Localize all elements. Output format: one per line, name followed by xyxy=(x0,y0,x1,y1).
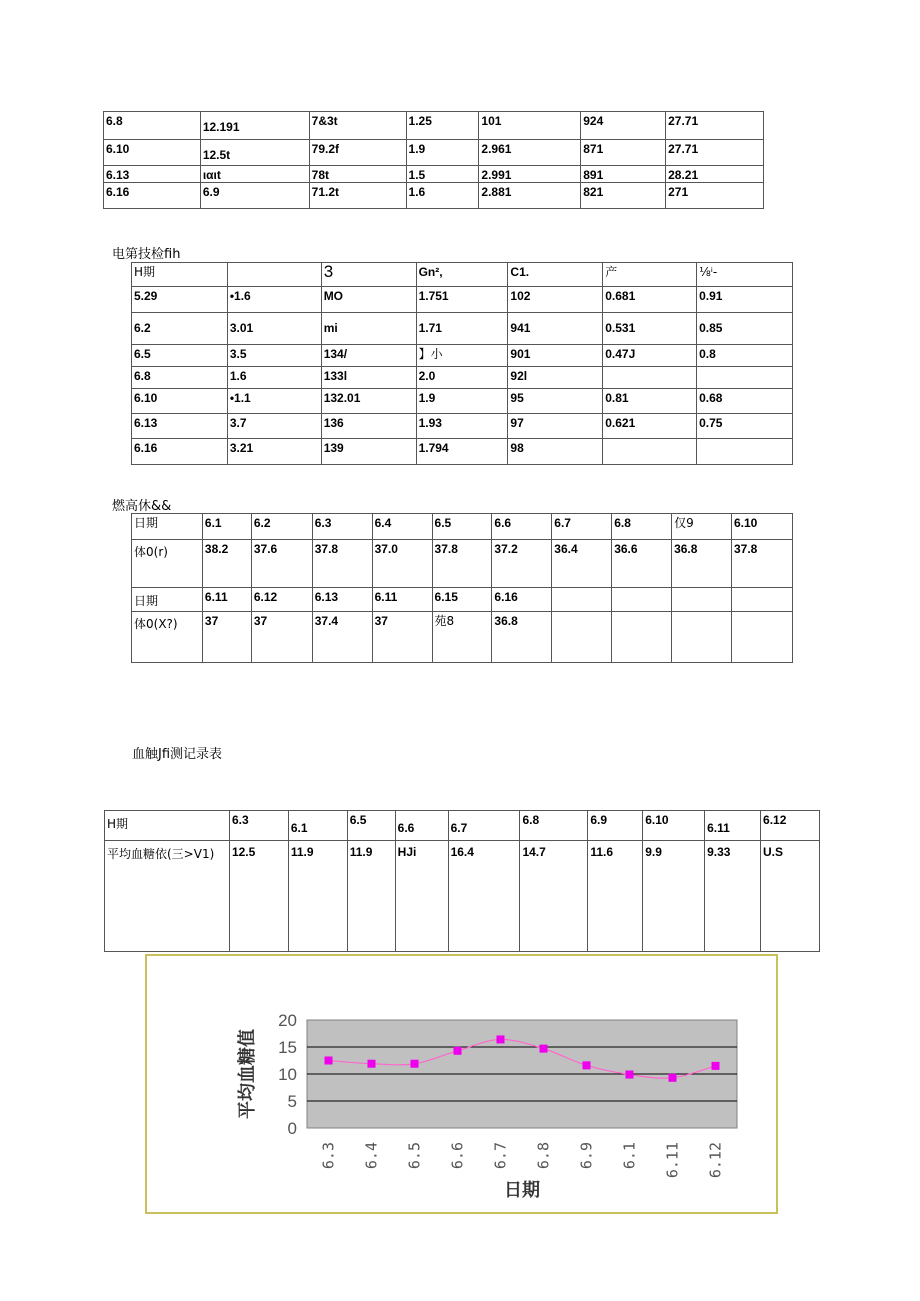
table-cell: 78t xyxy=(309,166,406,183)
table-row xyxy=(105,811,820,841)
table-row xyxy=(132,367,793,389)
x-tick-label: 6.4 xyxy=(362,1142,381,1170)
value-cell: 14.7 xyxy=(520,841,588,952)
table-row xyxy=(104,166,764,183)
table-cell xyxy=(612,588,672,612)
table-row xyxy=(132,612,793,663)
table-cell: 71.2t xyxy=(309,183,406,209)
table-cell: 133l xyxy=(321,367,416,389)
table-cell: 139 xyxy=(321,439,416,465)
table-cell: 2.881 xyxy=(479,183,581,209)
x-tick-label: 6.5 xyxy=(405,1142,424,1170)
table-cell: 0.91 xyxy=(697,287,793,313)
table-cell: 6.8 xyxy=(132,367,228,389)
row-label: 日期 xyxy=(132,514,203,540)
row-label: 日期 xyxy=(132,588,203,612)
table-row xyxy=(105,841,820,952)
date-cell: 6.3 xyxy=(229,811,288,841)
value-cell: 16.4 xyxy=(448,841,520,952)
x-tick-label: 6.3 xyxy=(319,1142,338,1170)
value-cell: U.S xyxy=(761,841,820,952)
table-cell: 821 xyxy=(581,183,666,209)
table-cell: 6.8 xyxy=(612,514,672,540)
x-axis-title: 日期 xyxy=(504,1180,540,1201)
table-cell: 6.13 xyxy=(132,414,228,439)
table-cell: 37.8 xyxy=(731,540,792,588)
table-cell: 37 xyxy=(372,612,432,663)
row-label: 平均血糖依(三>V1) xyxy=(105,841,230,952)
column-header: ⅛ⁱ- xyxy=(697,263,793,287)
data-point xyxy=(454,1047,462,1055)
x-tick-label: 6.12 xyxy=(706,1142,725,1179)
table-cell: ιαιt xyxy=(200,166,309,183)
y-axis-title: 平均血糖值 xyxy=(237,1029,258,1119)
table-cell: 2.0 xyxy=(416,367,508,389)
table-cell: 37 xyxy=(202,612,251,663)
table-cell: 6.8 xyxy=(104,112,201,140)
table-cell: 134/ xyxy=(321,345,416,367)
table-cell: 891 xyxy=(581,166,666,183)
table-cell xyxy=(603,439,697,465)
y-tick-label: 20 xyxy=(278,1011,297,1030)
table-cell: 271 xyxy=(666,183,764,209)
chart-svg xyxy=(147,956,776,1212)
data-point xyxy=(368,1060,376,1068)
column-header xyxy=(227,263,321,287)
table-cell: 27.71 xyxy=(666,140,764,166)
table-cell: 1.6 xyxy=(227,367,321,389)
table-cell: 36.4 xyxy=(552,540,612,588)
table-cell: 3.7 xyxy=(227,414,321,439)
table-cell: 0.681 xyxy=(603,287,697,313)
table-cell: 6.1 xyxy=(202,514,251,540)
table-cell: 3.5 xyxy=(227,345,321,367)
table-cell: 0.621 xyxy=(603,414,697,439)
table-cell: •1.6 xyxy=(227,287,321,313)
date-cell: 6.6 xyxy=(395,811,448,841)
table-cell: 37.8 xyxy=(432,540,492,588)
table-row xyxy=(132,514,793,540)
table-cell: 871 xyxy=(581,140,666,166)
data-point xyxy=(712,1062,720,1070)
table-cell: 79.2f xyxy=(309,140,406,166)
table-cell: 97 xyxy=(508,414,603,439)
table-row xyxy=(132,414,793,439)
table-cell: •1.1 xyxy=(227,389,321,414)
y-tick-label: 5 xyxy=(287,1092,297,1111)
table-cell xyxy=(672,588,732,612)
table-cell: 37.2 xyxy=(492,540,552,588)
table-3-title: 燃高休&& xyxy=(112,499,172,514)
table-cell: 】小 xyxy=(416,345,508,367)
table-cell: 0.68 xyxy=(697,389,793,414)
table-cell: 6.3 xyxy=(312,514,372,540)
table-cell: 6.6 xyxy=(492,514,552,540)
table-cell: MO xyxy=(321,287,416,313)
column-header: H期 xyxy=(132,263,228,287)
table-cell: 36.8 xyxy=(672,540,732,588)
table-header-row xyxy=(132,263,793,287)
table-cell: 0.8 xyxy=(697,345,793,367)
table-cell xyxy=(603,367,697,389)
table-cell: 37.0 xyxy=(372,540,432,588)
table-cell: 6.16 xyxy=(132,439,228,465)
date-cell: 6.8 xyxy=(520,811,588,841)
table-cell: 36.8 xyxy=(492,612,552,663)
table-cell: 924 xyxy=(581,112,666,140)
table-3 xyxy=(131,513,793,663)
table-cell: 苑8 xyxy=(432,612,492,663)
table-cell: 6.11 xyxy=(202,588,251,612)
table-cell: 6.4 xyxy=(372,514,432,540)
x-tick-label: 6.1 xyxy=(620,1142,639,1170)
table-cell xyxy=(697,439,793,465)
table-cell: 37.6 xyxy=(251,540,312,588)
column-header: 3 xyxy=(321,263,416,287)
table-row xyxy=(132,313,793,345)
row-label: H期 xyxy=(105,811,230,841)
x-tick-label: 6.7 xyxy=(491,1142,510,1170)
blood-glucose-chart xyxy=(145,954,778,1214)
table-row xyxy=(104,183,764,209)
table-cell xyxy=(672,612,732,663)
value-cell: 9.9 xyxy=(643,841,705,952)
table-cell: 5.29 xyxy=(132,287,228,313)
table-cell: 3.21 xyxy=(227,439,321,465)
table-cell: 37.8 xyxy=(312,540,372,588)
table-cell: 6.12 xyxy=(251,588,312,612)
table-cell: 1.9 xyxy=(406,140,479,166)
table-cell: 1.794 xyxy=(416,439,508,465)
table-cell: mi xyxy=(321,313,416,345)
table-cell: 1.93 xyxy=(416,414,508,439)
table-cell: 1.25 xyxy=(406,112,479,140)
table-cell: 132.01 xyxy=(321,389,416,414)
y-tick-label: 15 xyxy=(278,1038,297,1057)
table-cell: 6.7 xyxy=(552,514,612,540)
table-cell: 仅9 xyxy=(672,514,732,540)
value-cell: 11.9 xyxy=(288,841,347,952)
value-cell: HJi xyxy=(395,841,448,952)
table-row xyxy=(104,140,764,166)
table-cell: 101 xyxy=(479,112,581,140)
data-point xyxy=(411,1060,419,1068)
date-cell: 6.7 xyxy=(448,811,520,841)
row-label: 体0(X?) xyxy=(132,612,203,663)
table-cell: 6.15 xyxy=(432,588,492,612)
x-tick-label: 6.9 xyxy=(577,1142,596,1170)
row-label: 体0(r) xyxy=(132,540,203,588)
table-row xyxy=(132,287,793,313)
table-2 xyxy=(131,262,793,465)
table-cell: 92l xyxy=(508,367,603,389)
data-point xyxy=(626,1071,634,1079)
table-cell: 37 xyxy=(251,612,312,663)
table-cell: 37.4 xyxy=(312,612,372,663)
table-cell: 6.16 xyxy=(104,183,201,209)
table-cell: 12.5t xyxy=(200,140,309,166)
date-cell: 6.5 xyxy=(347,811,395,841)
date-cell: 6.10 xyxy=(643,811,705,841)
date-cell: 6.12 xyxy=(761,811,820,841)
table-cell: 6.10 xyxy=(731,514,792,540)
table-cell: 136 xyxy=(321,414,416,439)
table-cell: 12.191 xyxy=(200,112,309,140)
table-cell: 6.9 xyxy=(200,183,309,209)
table-cell: 7&3t xyxy=(309,112,406,140)
x-tick-label: 6.11 xyxy=(663,1142,682,1179)
table-cell: 6.5 xyxy=(432,514,492,540)
table-cell: 27.71 xyxy=(666,112,764,140)
date-cell: 6.9 xyxy=(588,811,643,841)
table-row xyxy=(132,389,793,414)
table-cell xyxy=(697,367,793,389)
column-header: C1. xyxy=(508,263,603,287)
table-4-title: 血触Jfi测记录表 xyxy=(132,747,223,762)
table-cell: 0.81 xyxy=(603,389,697,414)
table-cell: 3.01 xyxy=(227,313,321,345)
value-cell: 11.9 xyxy=(347,841,395,952)
data-point xyxy=(669,1074,677,1082)
table-cell: 0.85 xyxy=(697,313,793,345)
value-cell: 12.5 xyxy=(229,841,288,952)
table-cell: 941 xyxy=(508,313,603,345)
table-cell xyxy=(552,612,612,663)
table-cell: 1.751 xyxy=(416,287,508,313)
table-row xyxy=(132,439,793,465)
table-cell: 0.531 xyxy=(603,313,697,345)
table-2-title: 电第技检fih xyxy=(112,247,181,262)
table-cell xyxy=(731,612,792,663)
table-cell: 36.6 xyxy=(612,540,672,588)
column-header: Gn², xyxy=(416,263,508,287)
table-cell: 102 xyxy=(508,287,603,313)
table-cell: 0.75 xyxy=(697,414,793,439)
date-cell: 6.1 xyxy=(288,811,347,841)
table-cell: 6.5 xyxy=(132,345,228,367)
table-cell: 0.47J xyxy=(603,345,697,367)
table-cell: 1.71 xyxy=(416,313,508,345)
table-cell: 6.10 xyxy=(132,389,228,414)
y-tick-label: 10 xyxy=(278,1065,297,1084)
table-row xyxy=(132,588,793,612)
table-cell xyxy=(552,588,612,612)
table-cell: 38.2 xyxy=(202,540,251,588)
table-row xyxy=(132,345,793,367)
table-cell: 1.9 xyxy=(416,389,508,414)
table-4 xyxy=(104,810,820,952)
table-cell xyxy=(612,612,672,663)
data-point xyxy=(540,1045,548,1053)
table-row xyxy=(132,540,793,588)
y-tick-label: 0 xyxy=(287,1119,297,1138)
table-cell xyxy=(731,588,792,612)
data-point xyxy=(497,1035,505,1043)
table-1 xyxy=(103,111,764,209)
table-cell: 2.961 xyxy=(479,140,581,166)
table-cell: 98 xyxy=(508,439,603,465)
table-cell: 6.2 xyxy=(251,514,312,540)
table-cell: 6.11 xyxy=(372,588,432,612)
table-cell: 901 xyxy=(508,345,603,367)
data-point xyxy=(325,1057,333,1065)
table-cell: 6.10 xyxy=(104,140,201,166)
table-cell: 6.2 xyxy=(132,313,228,345)
value-cell: 9.33 xyxy=(705,841,761,952)
column-header: 产 xyxy=(603,263,697,287)
table-cell: 2.991 xyxy=(479,166,581,183)
table-cell: 28.21 xyxy=(666,166,764,183)
table-cell: 6.13 xyxy=(312,588,372,612)
table-cell: 1.5 xyxy=(406,166,479,183)
table-cell: 95 xyxy=(508,389,603,414)
table-row xyxy=(104,112,764,140)
x-tick-label: 6.6 xyxy=(448,1142,467,1170)
x-tick-label: 6.8 xyxy=(534,1142,553,1170)
table-cell: 6.16 xyxy=(492,588,552,612)
table-cell: 1.6 xyxy=(406,183,479,209)
table-cell: 6.13 xyxy=(104,166,201,183)
date-cell: 6.11 xyxy=(705,811,761,841)
data-point xyxy=(583,1061,591,1069)
value-cell: 11.6 xyxy=(588,841,643,952)
